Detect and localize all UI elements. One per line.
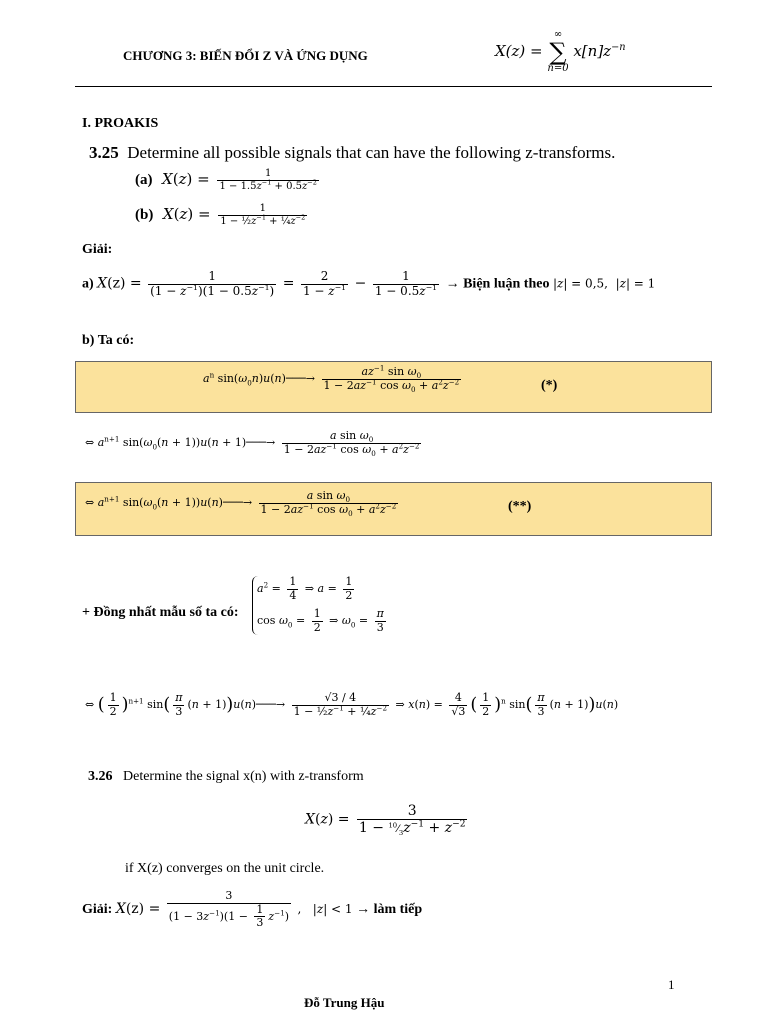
- part-a-label: (a): [135, 172, 153, 188]
- problem-325: [89, 143, 615, 163]
- problem-325-number: 3.25: [89, 143, 119, 162]
- problem-325-a: (a) X(z) = $\frac{1}{1 - 1.5z^{-1} + 0.5z^{-2}}$: [135, 168, 317, 192]
- solution-a-note: → Biện luận theo: [445, 276, 550, 292]
- problem-326: [88, 769, 364, 785]
- part-b-label: (b): [135, 207, 154, 223]
- chapter-title: CHƯƠNG 3: BIẾN ĐỔI Z VÀ ỨNG DỤNG: [123, 48, 368, 63]
- solution-a-label: a): [82, 276, 94, 292]
- solution-326-note: → làm tiếp: [356, 902, 423, 918]
- transform-pair-2: ⇔ $a^{n+1}$ $\sin(\omega_0(n + 1))u(n$ + 1)───→ $\frac{a \sin \omega_0}{1 - 2az^{-1} \cos \omega_0 + a^2z^{-2}}$: [85, 429, 420, 458]
- problem-325-b: (b) X(z) = $\frac{1}{1 - \frac{1}{2}z^{-1} + \frac{1}{4}z^{-2}}$: [135, 203, 306, 227]
- problem-325-statement: Determine all possible signals that can have the following z-transforms.: [127, 143, 616, 162]
- problem-326-formula: X(z) = $\frac{3}{1 - ^{10}⁄_3z^{-1} + z^{-2}}$: [305, 803, 466, 838]
- transform-pair-1: $a^n$ $\sin(\omega_0n)u(n)───\to$ $\frac{az^{-1} \sin \omega_0}{1 - 2az^{-1} \cos \omega_0 + a^2z^{-2}}$: [203, 363, 460, 394]
- header-rule: [75, 86, 712, 87]
- solution-325-a: a) X(z) = $\frac{1}{(1 - z^{-1})(1 - 0.5z^{-1})}$ = $\frac{2}{1 - z^{-1}}$ − $\frac{1}{1 - 0.5z^{-1}}$ → Biện luận theo |z| = 0,5, |z| = 1: [82, 269, 656, 298]
- mark-double-star: (**): [508, 499, 532, 514]
- solution-326: Giải: X(z) = 3 $(1 - 3z^{-1})(1$ − $\frac{1}{3}$ $z^{-1}$) , |z| < 1 → làm tiếp: [82, 889, 423, 930]
- identify-system: $a^2$ = $\frac{1}{4}$ ⇒ a = $\frac{1}{2}$ $\cos \omega_0$ = $\frac{1}{2}$ ⇒ $\omega_0$ = $\frac{\pi}{3}$: [252, 576, 389, 635]
- transform-pair-3: ⇔ $a^{n+1}$ $\sin(\omega_0(n$ + 1))u(n)───→ $\frac{a \sin \omega_0}{1 - 2az^{-1} \cos \omega_0 + a^2z^{-2}}$: [85, 489, 397, 518]
- solution-326-label: Giải:: [82, 902, 113, 918]
- problem-326-number: 3.26: [88, 769, 113, 784]
- page-number: 1: [668, 977, 675, 992]
- mark-star: (*): [541, 378, 558, 393]
- solution-b-intro: b) Ta có:: [82, 333, 135, 348]
- problem-326-statement: Determine the signal x(n) with z-transform: [123, 769, 364, 784]
- problem-326-condition: if X(z) converges on the unit circle.: [125, 861, 325, 876]
- header-formula: X(z) = ∞ ∑ n=0 $x[n]z^{-n}$: [495, 29, 626, 74]
- solution-325-label: Giải:: [82, 242, 113, 257]
- identify-text: + Đồng nhất mẫu số ta có:: [82, 605, 239, 620]
- footer-author: Đỗ Trung Hậu: [304, 995, 385, 1010]
- result-325-b: ⇔ ( $\frac{1}{2}$ )$^{n+1}$ sin( $\frac{\pi}{3}$ (n + 1))u(n)───→ $\frac{√3 / 4}{1 - \frac{1}{2}z^{-1} + \frac{1}{4}z^{-2}}$ ⇒ x(n) = $\frac{4}{√3}$ ( $\frac{1}{2}$ )$^n$ sin( $\frac{\pi}{3}$ (n + 1))u(n): [85, 691, 619, 718]
- section-title: I. PROAKIS: [82, 116, 159, 131]
